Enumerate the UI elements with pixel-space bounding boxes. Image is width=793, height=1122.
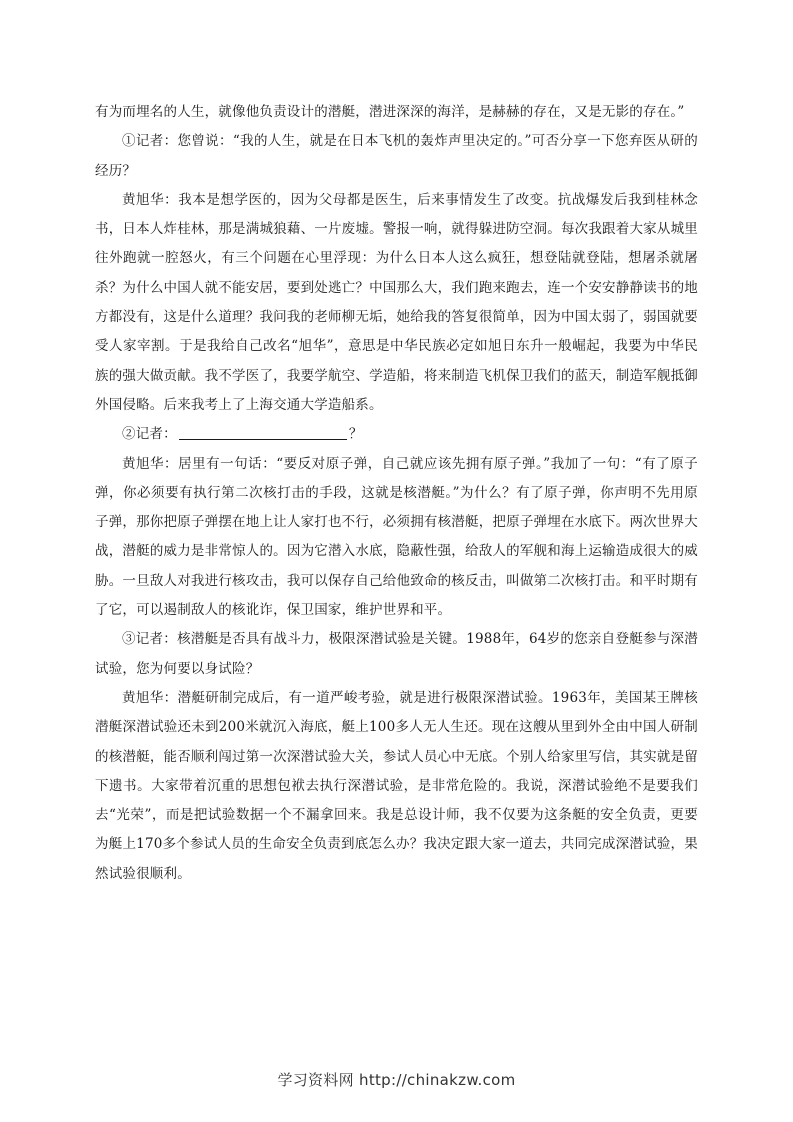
question-2 — [95, 420, 698, 449]
paragraph-continuation: 有为而埋名的人生，就像他负责设计的潜艇，潜进深深的海洋，是赫赫的存在，又是无影的存在。” — [95, 104, 685, 120]
question-2-prefix: ②记者： — [122, 426, 177, 443]
question-2-suffix: ？ — [348, 426, 363, 443]
answer-2: 黄旭华：居里有一句话：“要反对原子弹，自己就应该先拥有原子弹。”我加了一句：“有了原子弹，你必须要有执行第二次核打击的手段，这就是核潜艇。”为什么？有了原子弹，你声明不先用原子弹，那你把原子弹摆在地上让人家打也不行，必须拥有核潜艇，把原子弹埋在水底下。两次世界大战，潜艇的威力是非常惊人的。因为它潜入水底，隐蔽性强，给敌人的军舰和海上运输造成很大的威胁。一旦敌人对我进行核攻击，我可以保存自己给他致命的核反击，叫做第二次核打击。和平时期有了它，可以遏制敌人的核讹诈，保卫国家，维护世界和平。 — [95, 455, 698, 619]
question-3: ③记者：核潜艇是否具有战斗力，极限深潜试验是关键。1988年，64岁的您亲自登艇参与深潜试验，您为何要以身试险？ — [95, 631, 698, 677]
page-footer: 学习资料网 http://chinakzw.com — [277, 1071, 516, 1089]
answer-3: 黄旭华：潜艇研制完成后，有一道严峻考验，就是进行极限深潜试验。1963年，美国某王牌核潜艇深潜试验还未到200米就沉入海底，艇上100多人无人生还。现在这艘从里到外全由中国人研制的核潜艇，能否顺利闯过第一次深潜试验大关，参试人员心中无底。个别人给家里写信，其实就是留下遗书。大家带着沉重的思想包袱去执行深潜试验，是非常危险的。我说，深潜试验绝不是要我们去“光荣”，而是把试验数据一个不漏拿回来。我是总设计师，我不仅要为这条艇的安全负责，更要为艇上170多个参试人员的生命安全负责到底怎么办？我决定跟大家一道去，共同完成深潜试验，果然试验很顺利。 — [95, 689, 698, 882]
article-body — [95, 98, 698, 889]
answer-1: 黄旭华：我本是想学医的，因为父母都是医生，后来事情发生了改变。抗战爆发后我到桂林念书，日本人炸桂林，那是满城狼藉、一片废墟。警报一响，就得躲进防空洞。每次我跟着大家从城里往外跑就一腔怒火，有三个问题在心里浮现：为什么日本人这么疯狂，想登陆就登陆，想屠杀就屠杀？为什么中国人就不能安居，要到处逃亡？中国那么大，我们跑来跑去，连一个安安静静读书的地方都没有，这是什么道理？我问我的老师柳无垢，她给我的答复很简单，因为中国太弱了，弱国就要受人家宰割。于是我给自己改名“旭华”，意思是中华民族必定如旭日东升一般崛起，我要为中华民族的强大做贡献。我不学医了，我要学航空、学造船，将来制造飞机保卫我们的蓝天，制造军舰抵御外国侵略。后来我考上了上海交通大学造船系。 — [95, 191, 698, 413]
fill-in-blank — [179, 426, 347, 440]
question-1: ①记者：您曾说：“我的人生，就是在日本飞机的轰炸声里决定的。”可否分享一下您弃医从研的经历？ — [95, 133, 698, 179]
